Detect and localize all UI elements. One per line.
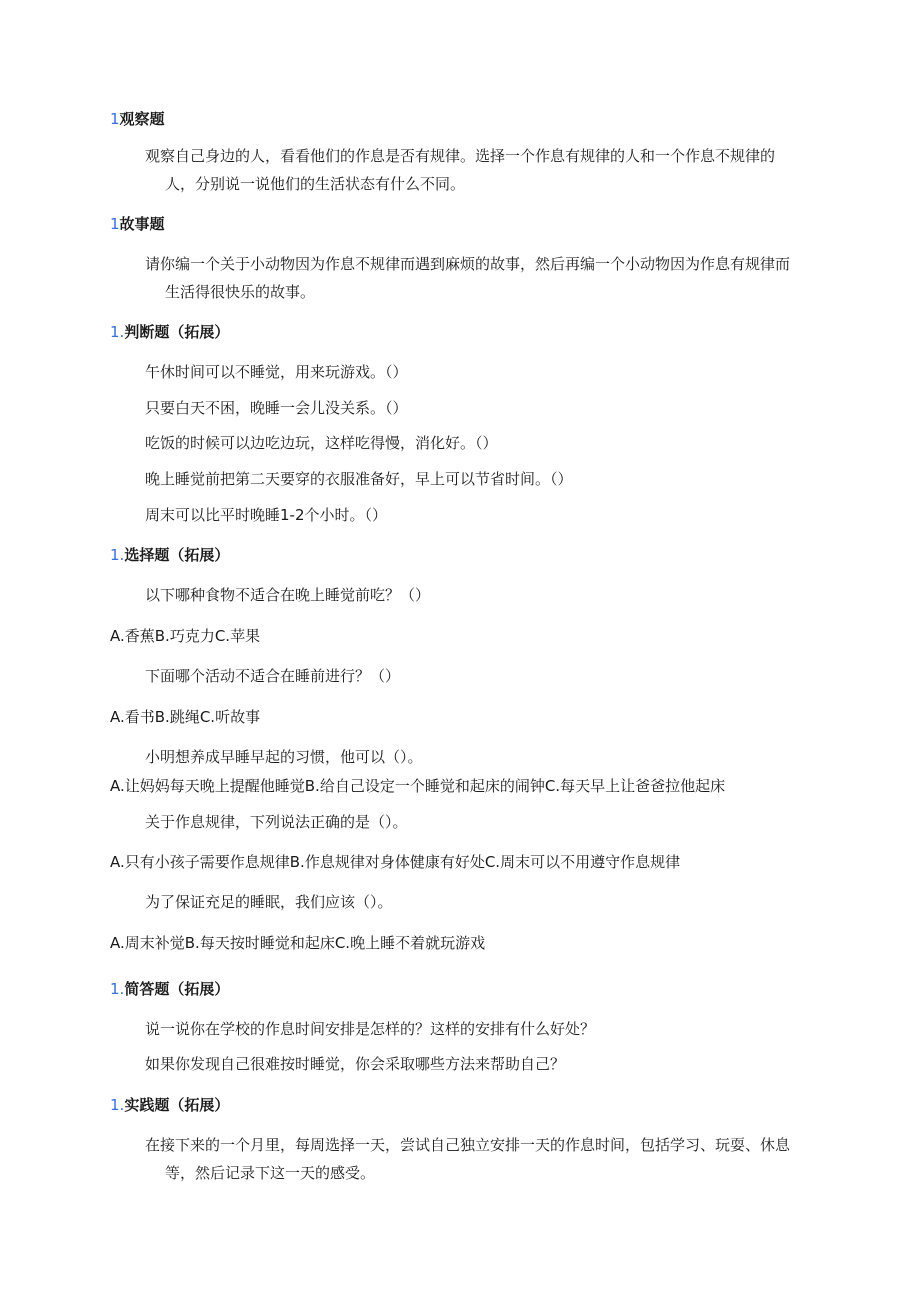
paragraph-line: 在接下来的一个月里，每周选择一天，尝试自己独立安排一天的作息时间，包括学习、玩耍、休息 <box>145 1136 791 1154</box>
judgment-item: 晚上睡觉前把第二天要穿的衣服准备好，早上可以节省时间。（） <box>145 470 573 488</box>
paragraph-line: 等，然后记录下这一天的感受。 <box>165 1164 376 1182</box>
section-number: 1 <box>110 110 120 128</box>
section-heading-story <box>110 214 165 234</box>
judgment-item: 周末可以比平时晚睡1-2个小时。（） <box>145 506 388 524</box>
paragraph-line: 请你编一个关于小动物因为作息不规律而遇到麻烦的故事，然后再编一个小动物因为作息有规律而 <box>145 255 791 273</box>
choice-question: 为了保证充足的睡眠，我们应该（）。 <box>145 893 393 911</box>
section-number: 1. <box>110 980 125 998</box>
section-heading-short-answer <box>110 979 229 999</box>
section-number: 1. <box>110 323 125 341</box>
judgment-item: 午休时间可以不睡觉，用来玩游戏。（） <box>145 363 408 381</box>
choice-options: A.香蕉B.巧克力C.苹果 <box>110 627 261 645</box>
section-heading-judgment <box>110 322 229 342</box>
section-title: 判断题（拓展） <box>124 323 230 341</box>
section-heading-observation <box>110 109 165 129</box>
section-heading-practice <box>110 1095 229 1115</box>
choice-options: A.只有小孩子需要作息规律B.作息规律对身体健康有好处C.周末可以不用遵守作息规律 <box>110 853 681 871</box>
choice-options: A.让妈妈每天晚上提醒他睡觉B.给自己设定一个睡觉和起床的闹钟C.每天早上让爸爸拉他起床 <box>110 777 726 795</box>
choice-options: A.看书B.跳绳C.听故事 <box>110 708 261 726</box>
section-title: 故事题 <box>119 215 165 233</box>
section-title: 观察题 <box>119 110 165 128</box>
paragraph-line: 人，分别说一说他们的生活状态有什么不同。 <box>165 175 466 193</box>
short-answer-item: 如果你发现自己很难按时睡觉，你会采取哪些方法来帮助自己？ <box>145 1055 566 1073</box>
section-title: 实践题（拓展） <box>124 1096 230 1114</box>
choice-options: A.周末补觉B.每天按时睡觉和起床C.晚上睡不着就玩游戏 <box>110 934 486 952</box>
choice-question: 关于作息规律，下列说法正确的是（）。 <box>145 813 408 831</box>
paragraph-line: 观察自己身边的人，看看他们的作息是否有规律。选择一个作息有规律的人和一个作息不规律的 <box>145 147 776 165</box>
section-title: 简答题（拓展） <box>124 980 230 998</box>
short-answer-item: 说一说你在学校的作息时间安排是怎样的？这样的安排有什么好处？ <box>145 1020 596 1038</box>
judgment-item: 只要白天不困，晚睡一会儿没关系。（） <box>145 399 408 417</box>
choice-question: 下面哪个活动不适合在睡前进行？（） <box>145 667 401 685</box>
paragraph-line: 生活得很快乐的故事。 <box>165 283 316 301</box>
section-heading-choice <box>110 545 229 565</box>
section-title: 选择题（拓展） <box>124 546 230 564</box>
section-number: 1. <box>110 1096 125 1114</box>
choice-question: 以下哪种食物不适合在晚上睡觉前吃？（） <box>145 586 431 604</box>
judgment-item: 吃饭的时候可以边吃边玩，这样吃得慢，消化好。（） <box>145 434 498 452</box>
section-number: 1 <box>110 215 120 233</box>
choice-question: 小明想养成早睡早起的习惯，他可以（）。 <box>145 748 423 766</box>
section-number: 1. <box>110 546 125 564</box>
